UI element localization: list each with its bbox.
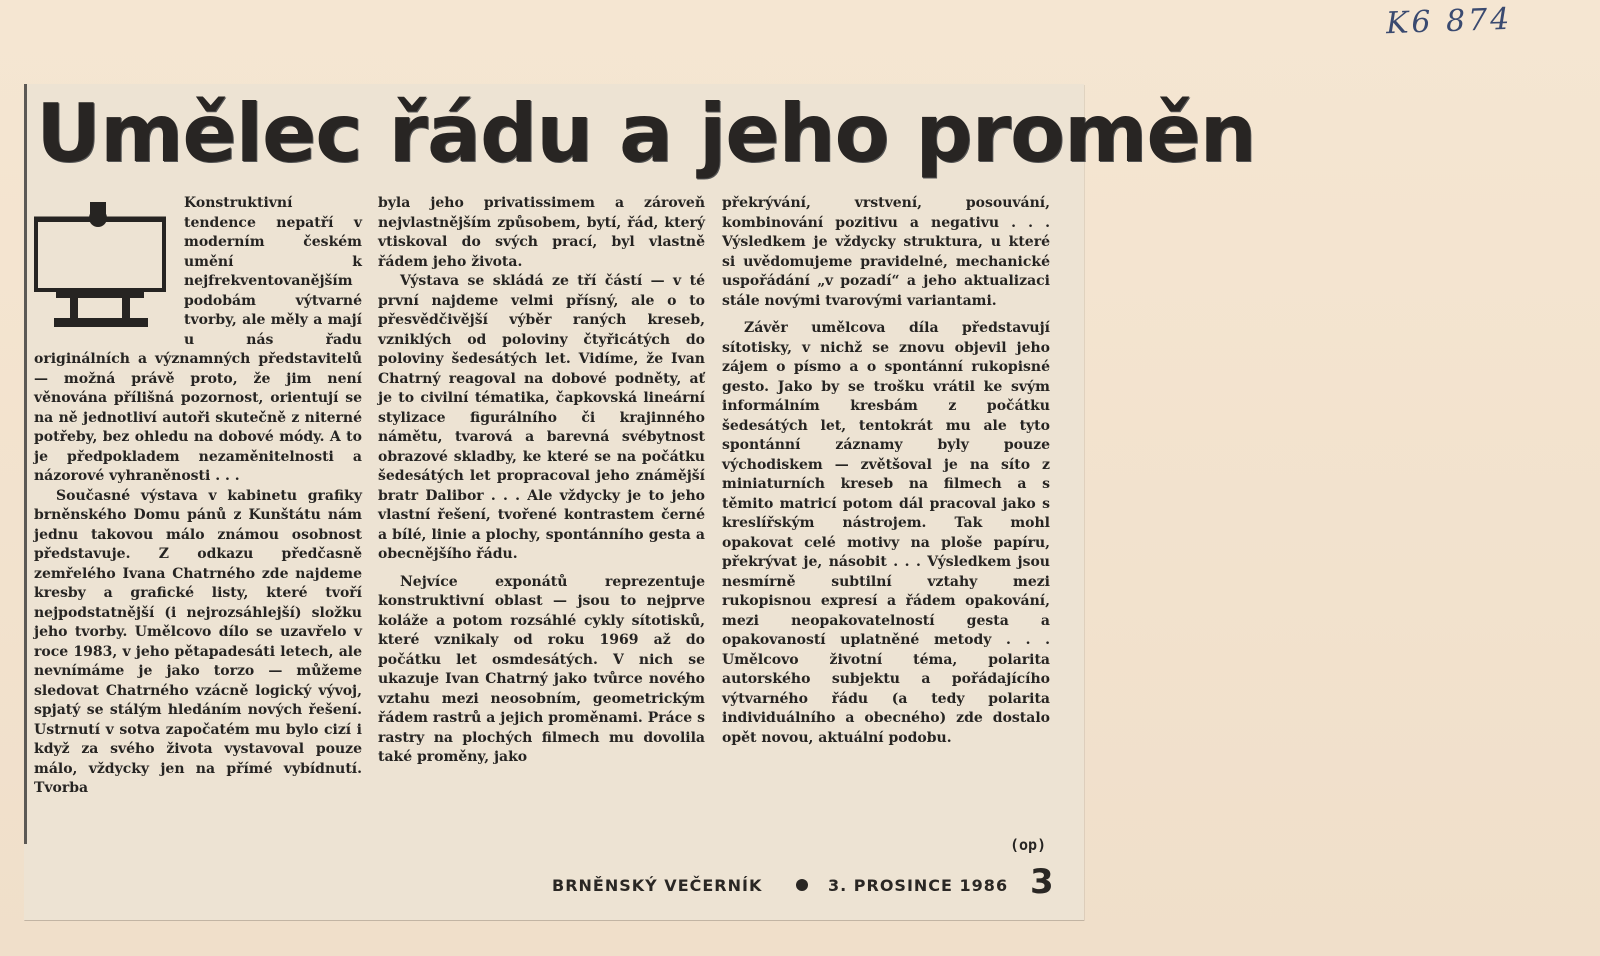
author-signature: (op)	[1010, 836, 1047, 854]
clipping-bottom-edge	[24, 920, 1084, 921]
paragraph: Závěr umělcova díla představují sítotisky, v nichž se znovu objevil jeho zájem o písmo a o spontánní rukopisné gesto. Jako by se trošku vrátil ke svým informálním kresbám z počátku šedesátých let, tentokrát mu ale tyto spontánní záznamy byly pouze východiskem — zvětšoval je na síto z miniaturních kreseb na filmech a s těmito matricí potom dál pracoval jako s kreslířským nástrojem. Tak mohl opakovat celé motivy na ploše papíru, překrývat je, násobit . . . Výsledkem jsou nesmírně subtilní vztahy mezi rukopisnou expresí a řádem opakování, mezi neopakovatelností gesta a opakovaností uplatněné metody . . . Umělcovo životní téma, polarita autorského subjektu a pořádajícího výtvarného řádu (a tedy polarita individuálního a obecného) zde dostalo opět novou, aktuální podobu.	[722, 320, 1050, 746]
paragraph: překrývání, vrstvení, posouvání, kombinování pozitivu a negativu . . . Výsledkem je vždycky struktura, u které si uvědomujeme pravidelné, mechanické uspořádání „v pozadí“ a jeho aktualizaci stále novými tvarovými variantami.	[722, 195, 1050, 309]
paragraph: Nejvíce exponátů reprezentuje konstruktivní oblast — jsou to nejprve koláže a potom rozsáhlé cykly sítotisků, které vznikaly od roku 1969 až do počátku let osmdesátých. V nich se ukazuje Ivan Chatrný jako tvůrce nového vztahu mezi neosobním, geometrickým řádem rastrů a jejich proměnami. Práce s rastry na plochých filmech mu dovolila také proměny, jako	[378, 573, 705, 765]
issue-date: 3. PROSINCE 1986	[828, 876, 1009, 895]
page-number: 3	[1030, 862, 1054, 902]
paragraph: Výstava se skládá ze tří částí — v té první najdeme velmi přísný, ale o to přesvědčivější výběr raných kreseb, vzniklých od poloviny čtyřicátých do poloviny šedesátých let. Vidíme, že Ivan Chatrný reagoval na dobové podněty, ať je to civilní tématika, čapkovská lineární stylizace figurálního či krajinného námětu, tvarová a barevná svébytnost obrazové skladby, ke které se na počátku šedesátých let propracoval jeho známější bratr Dalibor . . . Ale vždycky je to jeho vlastní řešení, tvořené kontrastem černé a bílé, linie a plochy, spontánního gesta a obecnějšího řádu.	[378, 273, 705, 562]
handwritten-archive-note: K6 874	[1385, 1, 1513, 42]
clipping-left-edge	[24, 84, 27, 844]
bullet-dot	[796, 879, 808, 891]
exhibition-section-icon	[34, 194, 170, 332]
article-column-1	[34, 194, 362, 799]
article-column-2	[378, 194, 705, 768]
article-column-3	[722, 194, 1050, 748]
paragraph: Konstruktivní tendence nepatří v moderním českém umění k nejfrekventovanějším podobám výtvarné tvorby, ale měly a mají u nás řadu originálních a významných představitelů — možná právě proto, že jim není věnována přílišná pozornost, orientují se na ně jednotliví autoři skutečně z niterné potřeby, bez ohledu na dobové módy. A to je předpokladem nezaměnitelnosti a názorové vyhraněnosti . . .	[34, 195, 362, 484]
paragraph: byla jeho privatissimem a zároveň nejvlastnějším způsobem, bytí, řád, který vtiskoval do svých prací, byl vlastně řádem jeho života.	[378, 195, 705, 270]
article-headline: Umělec řádu a jeho proměn	[36, 87, 1256, 180]
newspaper-name: BRNĚNSKÝ VEČERNÍK	[552, 876, 763, 895]
paragraph: Současné výstava v kabinetu grafiky brněnského Domu pánů z Kunštátu nám jednu takovou málo známou osobnost představuje. Z odkazu předčasně zemřelého Ivana Chatrného zde najdeme kresby a grafické listy, které tvoří nejpodstatnější (i nejrozsáhlejší) složku jeho tvorby. Umělcovo dílo se uzavřelo v roce 1983, v jeho pětapadesáti letech, ale nevnímáme je jako torzo — můžeme sledovat Chatrného vzácně logický vývoj, spjatý se stálým hledáním nových řešení. Ustrnutí v sotva započatém mu bylo cizí i když za svého života vystavoval pouze málo, vždycky jen na přímé vybídnutí. Tvorba	[34, 487, 362, 796]
